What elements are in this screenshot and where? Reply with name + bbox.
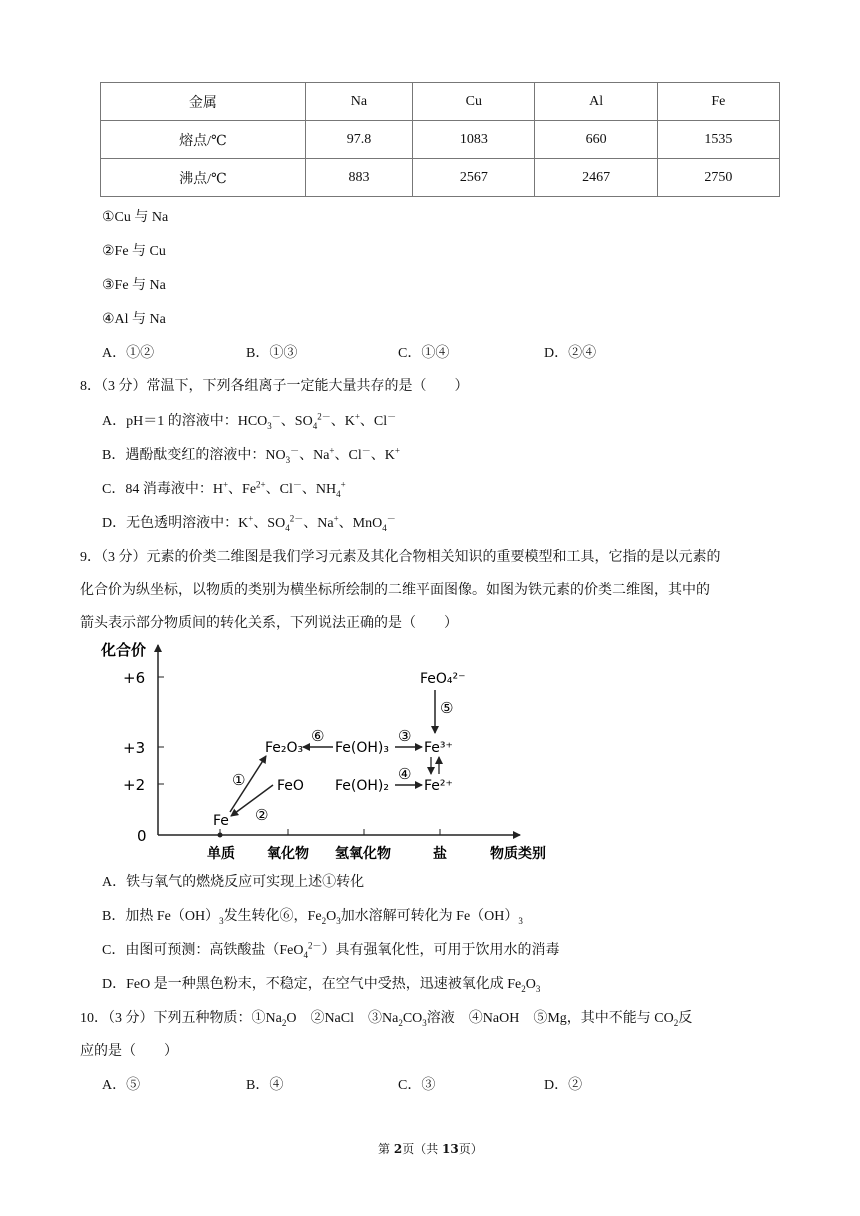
- superscript: +: [354, 411, 360, 422]
- text: D．FeO 是一种黑色粉末，不稳定，在空气中受热，迅速被氧化成 Fe: [102, 977, 522, 992]
- q10-option-c: C．③: [398, 1078, 436, 1093]
- q7-item-3: ③Fe 与 Na: [102, 278, 166, 293]
- superscript: +: [248, 513, 254, 524]
- text: 、Cl: [359, 414, 388, 429]
- text: 第: [378, 1142, 394, 1156]
- text: 加水溶解可转化为 Fe（OH）: [340, 909, 519, 924]
- y-tick-label: +3: [123, 739, 146, 757]
- table-header-cell: Na: [305, 83, 413, 121]
- subscript: 4: [285, 522, 290, 533]
- species-fe2plus: Fe²⁺: [424, 778, 453, 794]
- superscript: 2－: [289, 513, 304, 524]
- species-fe: Fe: [213, 813, 229, 829]
- table-cell: 1083: [413, 121, 535, 159]
- superscript: －: [361, 445, 371, 456]
- subscript: 4: [303, 949, 308, 960]
- table-cell: 2567: [413, 159, 535, 197]
- q10-stem-line-1: [80, 1007, 692, 1027]
- subscript: 4: [382, 522, 387, 533]
- text: O: [326, 909, 337, 924]
- page-number: 2: [393, 1142, 403, 1156]
- superscript: 2－: [307, 940, 322, 951]
- text: O ②NaCl ③Na: [286, 1011, 399, 1026]
- table-row: [101, 159, 780, 197]
- metal-properties-table: [100, 82, 780, 197]
- table-header-row: [101, 83, 780, 121]
- superscript: －: [386, 513, 396, 524]
- text: 、SO: [280, 414, 313, 429]
- arrow-label: ②: [255, 806, 269, 824]
- text: C．由图可预测：高铁酸盐（FeO: [102, 943, 304, 958]
- table-cell: 2467: [535, 159, 657, 197]
- text: 、K: [330, 414, 355, 429]
- superscript: －: [292, 479, 302, 490]
- x-tick-label: 氢氧化物: [335, 846, 391, 862]
- q7-item-1: ①Cu 与 Na: [102, 210, 169, 225]
- table-header-cell: Cu: [413, 83, 535, 121]
- arrow-label: ⑤: [440, 699, 454, 717]
- superscript: +: [222, 479, 229, 490]
- subscript: 2: [321, 915, 327, 926]
- y-tick-label: +2: [123, 776, 146, 794]
- table-cell: 沸点/℃: [101, 159, 306, 197]
- q9-stem-line-2: 化合价为纵坐标，以物质的类别为横坐标所绘制的二维平面图像。如图为铁元素的价类二维图，其中的: [80, 583, 710, 598]
- q8-option-d: [102, 512, 396, 532]
- text: 、Cl: [334, 448, 362, 463]
- text: 页）: [458, 1142, 483, 1156]
- q9-option-b: [102, 905, 523, 925]
- text: 、SO: [253, 516, 286, 531]
- x-tick-label: 盐: [433, 846, 447, 862]
- q10-option-b: B．④: [246, 1078, 284, 1093]
- species-feo4: FeO₄²⁻: [420, 671, 466, 687]
- q7-option-d: D．②④: [544, 346, 597, 361]
- q7-option-a: A．①②: [102, 346, 155, 361]
- superscript: －: [387, 411, 397, 422]
- subscript: 4: [312, 420, 318, 431]
- subscript: 2: [398, 1017, 403, 1028]
- table-header-cell: 金属: [101, 83, 306, 121]
- species-fe3plus: Fe³⁺: [424, 740, 453, 756]
- table-cell: 660: [535, 121, 657, 159]
- table-row: [101, 121, 780, 159]
- text: 页（共: [402, 1142, 443, 1156]
- text: 、Fe: [228, 482, 257, 497]
- table-cell: 97.8: [305, 121, 413, 159]
- text: 、K: [370, 448, 395, 463]
- q8-stem: 8．（3 分）常温下，下列各组离子一定能大量共存的是（ ）: [80, 379, 469, 394]
- text: A．pH＝1 的溶液中：HCO: [102, 414, 268, 429]
- text: 、NH: [301, 482, 337, 497]
- text: 、Cl: [265, 482, 293, 497]
- q7-option-b: B．①③: [246, 346, 298, 361]
- y-tick-label: 0: [137, 827, 147, 845]
- species-feo: FeO: [277, 778, 304, 794]
- table-cell: 熔点/℃: [101, 121, 306, 159]
- q7-item-4: ④Al 与 Na: [102, 312, 166, 327]
- page-footer: [378, 1140, 483, 1157]
- table-header-cell: Fe: [657, 83, 779, 121]
- text: B．加热 Fe（OH）: [102, 909, 220, 924]
- species-feoh3: Fe(OH)₃: [335, 740, 389, 756]
- arrow-label: ④: [398, 765, 412, 783]
- species-feoh2: Fe(OH)₂: [335, 778, 389, 794]
- x-tick-label: 单质: [207, 846, 235, 862]
- q9-stem-line-3: 箭头表示部分物质间的转化关系，下列说法正确的是（ ）: [80, 616, 458, 631]
- q8-option-c: [102, 478, 346, 498]
- text: 发生转化⑥，Fe: [223, 909, 322, 924]
- text: 、Na: [303, 516, 334, 531]
- table-cell: 1535: [657, 121, 779, 159]
- subscript: 2: [673, 1017, 679, 1028]
- superscript: －: [271, 411, 281, 422]
- q10-option-a: A．⑤: [102, 1078, 141, 1093]
- iron-valence-class-diagram: [95, 635, 575, 865]
- table-cell: 883: [305, 159, 413, 197]
- subscript: 2: [521, 983, 526, 994]
- x-tick-label: 氧化物: [267, 846, 309, 862]
- superscript: +: [340, 479, 346, 490]
- text: C．84 消毒液中：H: [102, 482, 223, 497]
- superscript: －: [290, 445, 300, 456]
- q9-stem-line-1: 9．（3 分）元素的价类二维图是我们学习元素及其化合物相关知识的重要模型和工具，它指的是以元素的: [80, 550, 721, 565]
- total-pages: 13: [442, 1142, 459, 1156]
- q9-option-a: A．铁与氧气的燃烧反应可实现上述①转化: [102, 875, 365, 890]
- text: 溶液 ④NaOH ⑤Mg，其中不能与 CO: [426, 1011, 674, 1026]
- superscript: 2－: [317, 411, 331, 422]
- q8-option-b: [102, 444, 400, 464]
- q9-option-d: [102, 973, 540, 993]
- subscript: 4: [336, 488, 341, 499]
- subscript: 3: [267, 420, 272, 431]
- arrow-label: ③: [398, 727, 412, 745]
- table-header-cell: Al: [535, 83, 657, 121]
- y-tick-label: +6: [123, 669, 146, 687]
- superscript: +: [394, 445, 400, 456]
- origin-dot: [218, 833, 223, 838]
- subscript: 3: [518, 915, 523, 926]
- arrow-label: ⑥: [311, 727, 325, 745]
- table-cell: 2750: [657, 159, 779, 197]
- text: ）具有强氧化性，可用于饮用水的消毒: [321, 943, 560, 958]
- x-axis-title: 物质类别: [490, 846, 546, 862]
- y-axis-title: 化合价: [101, 641, 147, 659]
- text: 10．（3 分）下列五种物质：①Na: [80, 1011, 282, 1026]
- subscript: 3: [422, 1017, 427, 1028]
- species-fe2o3: Fe₂O₃: [265, 740, 304, 756]
- superscript: +: [329, 445, 335, 456]
- subscript: 2: [281, 1017, 287, 1028]
- subscript: 3: [336, 915, 341, 926]
- q7-option-c: C．①④: [398, 346, 450, 361]
- q9-option-c: [102, 939, 559, 959]
- q7-item-2: ②Fe 与 Cu: [102, 244, 166, 259]
- superscript: +: [333, 513, 339, 524]
- subscript: 3: [219, 915, 224, 926]
- q8-option-a: [102, 410, 396, 430]
- arrow-label: ①: [232, 771, 246, 789]
- text: 、MnO: [338, 516, 383, 531]
- q10-stem-line-2: 应的是（ ）: [80, 1044, 178, 1059]
- text: B．遇酚酞变红的溶液中：NO: [102, 448, 286, 463]
- text: 、Na: [299, 448, 330, 463]
- q10-option-d: D．②: [544, 1078, 583, 1093]
- text: O: [525, 977, 536, 992]
- subscript: 3: [285, 454, 291, 465]
- subscript: 3: [535, 983, 541, 994]
- text: 反: [678, 1011, 693, 1026]
- text: D．无色透明溶液中：K: [102, 516, 249, 531]
- superscript: 2+: [256, 479, 266, 490]
- text: CO: [402, 1011, 423, 1026]
